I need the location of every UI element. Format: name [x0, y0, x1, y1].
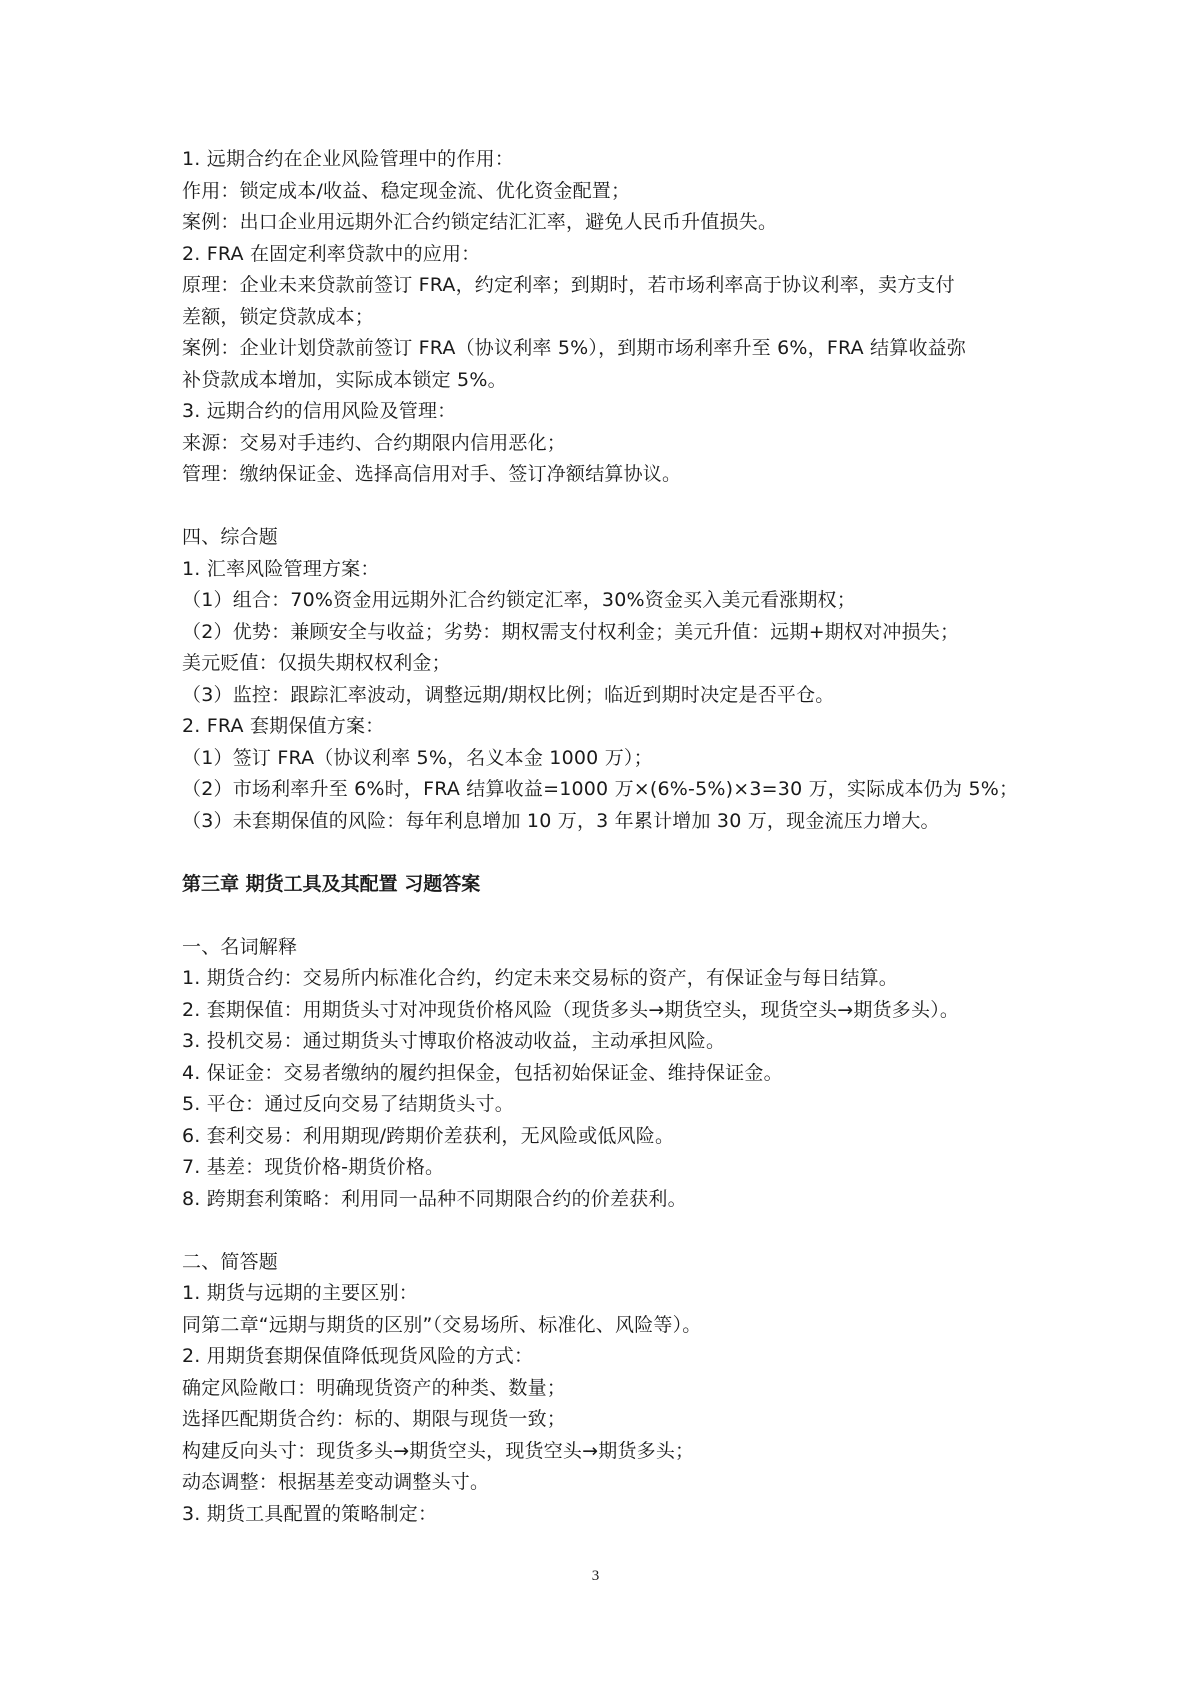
text-line: 8. 跨期套利策略：利用同一品种不同期限合约的价差获利。: [182, 1187, 687, 1210]
text-line: （1）签订 FRA（协议利率 5%，名义本金 1000 万）；: [182, 746, 653, 769]
section-heading: 一、名词解释: [182, 935, 298, 958]
text-line: 6. 套利交易：利用期现/跨期价差获利，无风险或低风险。: [182, 1124, 675, 1147]
paragraph-gap: [182, 837, 1022, 869]
text-line: 3. 投机交易：通过期货头寸博取价格波动收益，主动承担风险。: [182, 1030, 726, 1052]
text-line: 1. 期货与远期的主要区别：: [182, 1282, 418, 1304]
text-line: 构建反向头寸：现货多头→期货空头，现货空头→期货多头；: [182, 1439, 695, 1462]
text-line: 4. 保证金：交易者缴纳的履约担保金，包括初始保证金、维持保证金。: [182, 1061, 783, 1084]
text-line: 2. 套期保值：用期货头寸对冲现货价格风险（现货多头→期货空头，现货空头→期货多头）。: [182, 998, 960, 1021]
section-heading: 四、综合题: [182, 526, 279, 548]
page-number: 3: [591, 1568, 600, 1584]
text-line: 2. 用期货套期保值降低现货风险的方式：: [182, 1345, 534, 1367]
section-forward-contracts: [182, 144, 1022, 491]
paragraph-gap: [182, 1215, 1022, 1247]
text-line: （1）组合：70%资金用远期外汇合约锁定汇率，30%资金买入美元看涨期权；: [182, 589, 856, 611]
text-line: 1. 期货合约：交易所内标准化合约，约定未来交易标的资产，有保证金与每日结算。: [182, 967, 898, 989]
text-line: 差额，锁定贷款成本；: [182, 305, 375, 328]
section-short-answers: [182, 1247, 1022, 1531]
text-line: （2）市场利率升至 6%时，FRA 结算收益=1000 万×(6%-5%)×3=30 万，实际成本仍为 5%；: [182, 778, 1019, 800]
text-line: 来源：交易对手违约、合约期限内信用恶化；: [182, 431, 567, 454]
text-line: 管理：缴纳保证金、选择高信用对手、签订净额结算协议。: [182, 463, 682, 485]
text-line: （3）监控：跟踪汇率波动，调整远期/期权比例；临近到期时决定是否平仓。: [182, 683, 835, 706]
text-line: 1. 汇率风险管理方案：: [182, 557, 380, 580]
text-line: 动态调整：根据基差变动调整头寸。: [182, 1471, 490, 1493]
paragraph-gap: [182, 491, 1022, 523]
text-line: 5. 平仓：通过反向交易了结期货头寸。: [182, 1093, 514, 1115]
text-line: 美元贬值：仅损失期权权利金；: [182, 652, 451, 674]
text-line: 补贷款成本增加，实际成本锁定 5%。: [182, 368, 507, 391]
text-line: 2. FRA 在固定利率贷款中的应用：: [182, 242, 481, 265]
text-line: 原理：企业未来贷款前签订 FRA，约定利率；到期时，若市场利率高于协议利率，卖方支付: [182, 274, 955, 296]
text-line: 选择匹配期货合约：标的、期限与现货一致；: [182, 1408, 567, 1430]
text-line: 3. 远期合约的信用风险及管理：: [182, 400, 457, 422]
text-line: 确定风险敞口：明确现货资产的种类、数量；: [182, 1376, 567, 1399]
text-line: 案例：企业计划贷款前签订 FRA（协议利率 5%），到期市场利率升至 6%，FRA 结算收益弥: [182, 337, 967, 359]
text-line: 案例：出口企业用远期外汇合约锁定结汇汇率，避免人民币升值损失。: [182, 211, 778, 233]
text-line: 7. 基差：现货价格-期货价格。: [182, 1156, 445, 1178]
section-heading: 二、简答题: [182, 1250, 279, 1273]
text-line: 1. 远期合约在企业风险管理中的作用：: [182, 148, 514, 170]
text-line: 2. FRA 套期保值方案：: [182, 715, 385, 737]
chapter-title: 第三章 期货工具及其配置 习题答案: [182, 872, 481, 895]
section-comprehensive-questions: [182, 522, 1022, 837]
text-line: 同第二章“远期与期货的区别”（交易场所、标准化、风险等）。: [182, 1313, 702, 1336]
text-line: 作用：锁定成本/收益、稳定现金流、优化资金配置；: [182, 179, 631, 202]
paragraph-gap: [182, 900, 1022, 932]
section-term-definitions: [182, 932, 1022, 1216]
text-line: 3. 期货工具配置的策略制定：: [182, 1502, 438, 1525]
text-line: （3）未套期保值的风险：每年利息增加 10 万，3 年累计增加 30 万，现金流压力增大。: [182, 809, 940, 832]
text-line: （2）优势：兼顾安全与收益；劣势：期权需支付权利金；美元升值：远期+期权对冲损失；: [182, 620, 960, 643]
document-body: [182, 144, 1022, 1530]
